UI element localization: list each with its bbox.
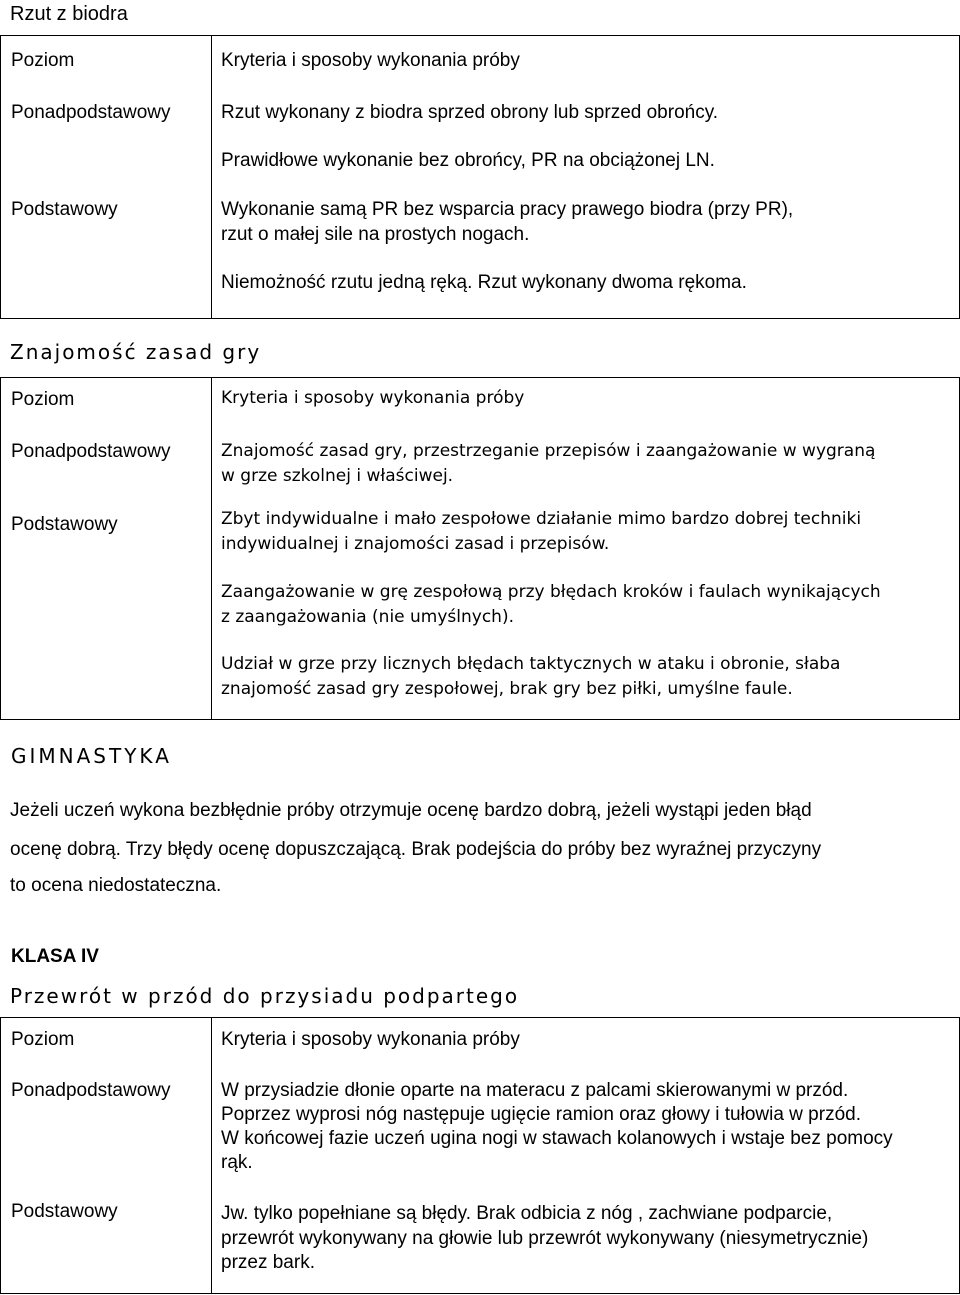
criteria-line: Udział w grze przy licznych błędach taktycznych w ataku i obronie, słaba bbox=[221, 654, 841, 674]
section-title-rzut: Rzut z biodra bbox=[10, 3, 128, 25]
criteria-line: Niemożność rzutu jedną ręką. Rzut wykonany dwoma rękoma. bbox=[221, 272, 747, 293]
criteria-line: Zbyt indywidualne i mało zespołowe działanie mimo bardzo dobrej techniki bbox=[221, 509, 862, 529]
criteria-line: Zaangażowanie w grę zespołową przy błędach kroków i faulach wynikających bbox=[221, 582, 881, 602]
level-label: Podstawowy bbox=[11, 514, 118, 535]
criteria-line: z zaangażowania (nie umyślnych). bbox=[221, 607, 514, 627]
header-criteria: Kryteria i sposoby wykonania próby bbox=[221, 50, 520, 71]
paragraph-line: to ocena niedostateczna. bbox=[10, 875, 222, 896]
criteria-line: przez bark. bbox=[221, 1252, 315, 1273]
level-label: Podstawowy bbox=[11, 1201, 118, 1222]
criteria-line: Znajomość zasad gry, przestrzeganie przepisów i zaangażowanie w wygraną bbox=[221, 441, 876, 461]
header-criteria: Kryteria i sposoby wykonania próby bbox=[221, 1029, 520, 1050]
class-label: KLASA IV bbox=[11, 946, 99, 967]
criteria-line: Wykonanie samą PR bez wsparcia pracy prawego biodra (przy PR), bbox=[221, 199, 794, 220]
criteria-line: Poprzez wyprosi nóg następuje ugięcie ramion oraz głowy i tułowia w przód. bbox=[221, 1104, 861, 1125]
criteria-line: W przysiadzie dłonie oparte na materacu z palcami skierowanymi w przód. bbox=[221, 1080, 849, 1101]
criteria-line: indywidualnej i znajomości zasad i przepisów. bbox=[221, 534, 610, 554]
criteria-line: W końcowej fazie uczeń ugina nogi w stawach kolanowych i wstaje bez pomocy bbox=[221, 1128, 893, 1149]
criteria-line: znajomość zasad gry zespołowej, brak gry bez piłki, umyślne faule. bbox=[221, 679, 793, 699]
criteria-line: Prawidłowe wykonanie bez obrońcy, PR na obciążonej LN. bbox=[221, 150, 715, 171]
section-title-znajomosc: Znajomość zasad gry bbox=[10, 340, 262, 364]
level-label: Podstawowy bbox=[11, 199, 118, 220]
criteria-table-przewrot bbox=[0, 1017, 960, 1294]
section-title-przewrot: Przewrót w przód do przysiadu podpartego bbox=[10, 984, 520, 1008]
criteria-line: w grze szkolnej i właściwej. bbox=[221, 466, 454, 486]
header-level: Poziom bbox=[11, 1029, 75, 1050]
section-heading-gimnastyka: GIMNASTYKA bbox=[11, 744, 172, 768]
paragraph-line: ocenę dobrą. Trzy błędy ocenę dopuszczającą. Brak podejścia do próby bez wyraźnej przyczyny bbox=[10, 839, 822, 860]
criteria-line: Jw. tylko popełniane są błędy. Brak odbicia z nóg , zachwiane podparcie, bbox=[221, 1203, 833, 1224]
paragraph-line: Jeżeli uczeń wykona bezbłędnie próby otrzymuje ocenę bardzo dobrą, jeżeli wystąpi jeden błąd bbox=[10, 800, 812, 821]
header-level: Poziom bbox=[11, 50, 75, 71]
criteria-line: rąk. bbox=[221, 1152, 253, 1173]
header-criteria: Kryteria i sposoby wykonania próby bbox=[221, 388, 525, 408]
level-label: Ponadpodstawowy bbox=[11, 102, 171, 123]
criteria-line: przewrót wykonywany na głowie lub przewrót wykonywany (niesymetrycznie) bbox=[221, 1228, 869, 1249]
level-label: Ponadpodstawowy bbox=[11, 441, 171, 462]
level-label: Ponadpodstawowy bbox=[11, 1080, 171, 1101]
header-level: Poziom bbox=[11, 389, 75, 410]
criteria-line: rzut o małej sile na prostych nogach. bbox=[221, 224, 530, 245]
criteria-line: Rzut wykonany z biodra sprzed obrony lub sprzed obrońcy. bbox=[221, 102, 719, 123]
